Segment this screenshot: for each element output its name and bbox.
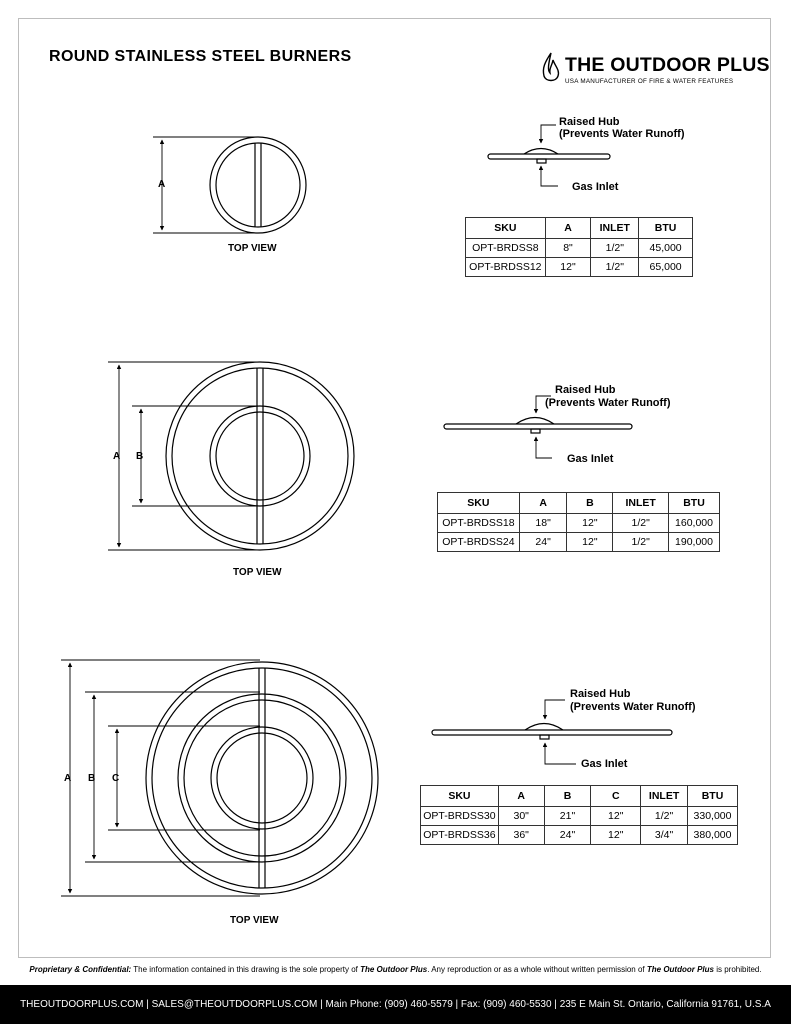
table-header-cell: SKU: [438, 493, 520, 514]
raised-hub-note: (Prevents Water Runoff): [570, 701, 696, 713]
table-cell: 12": [591, 826, 641, 845]
table-header-cell: C: [591, 786, 641, 807]
table-header-cell: A: [545, 218, 591, 239]
dim-label-b: B: [88, 773, 96, 784]
table-cell: OPT-BRDSS8: [466, 239, 546, 258]
table-header-row: [466, 218, 693, 239]
table-header-cell: INLET: [591, 218, 639, 239]
table-cell: OPT-BRDSS30: [421, 807, 499, 826]
table-cell: 45,000: [639, 239, 693, 258]
table-header-cell: BTU: [688, 786, 738, 807]
dim-label-b: B: [136, 451, 144, 462]
dim-label-a: A: [158, 179, 166, 190]
burner-18-24-side-view: [444, 418, 632, 434]
table-row: [438, 533, 720, 552]
table-cell: 36": [498, 826, 544, 845]
table-header-cell: BTU: [669, 493, 720, 514]
top-view-label: TOP VIEW: [228, 243, 277, 254]
raised-hub-label: Raised Hub: [559, 116, 620, 128]
table-row: [466, 239, 693, 258]
table-row: [421, 807, 738, 826]
table-cell: 12": [545, 258, 591, 277]
table-cell: OPT-BRDSS18: [438, 514, 520, 533]
spec-table-small: [465, 217, 693, 277]
burner-8-12-side-view: [488, 149, 610, 164]
spec-table-medium: [437, 492, 720, 552]
table-cell: 12": [567, 514, 613, 533]
confidential-text-1: The information contained in this drawing is the sole property of: [131, 965, 361, 974]
table-cell: 8": [545, 239, 591, 258]
table-header-cell: SKU: [466, 218, 546, 239]
table-header-cell: BTU: [639, 218, 693, 239]
table-cell: 65,000: [639, 258, 693, 277]
gas-inlet-label: Gas Inlet: [581, 758, 628, 770]
table-cell: 12": [591, 807, 641, 826]
confidential-text-3: is prohibited.: [713, 965, 762, 974]
table-cell: 30": [498, 807, 544, 826]
raised-hub-note: (Prevents Water Runoff): [545, 397, 671, 409]
table-cell: 1/2": [613, 533, 669, 552]
table-cell: 1/2": [641, 807, 688, 826]
dimension-a-1: [153, 137, 258, 233]
table-header-cell: INLET: [613, 493, 669, 514]
table-cell: 330,000: [688, 807, 738, 826]
confidential-company: The Outdoor Plus: [646, 965, 714, 974]
table-cell: 380,000: [688, 826, 738, 845]
gas-inlet-label: Gas Inlet: [572, 181, 619, 193]
top-view-label: TOP VIEW: [233, 567, 282, 578]
table-header-cell: INLET: [641, 786, 688, 807]
table-header-row: [421, 786, 738, 807]
confidential-label: Proprietary & Confidential:: [29, 965, 132, 974]
dim-label-a: A: [64, 773, 72, 784]
table-cell: 1/2": [591, 239, 639, 258]
burner-30-36-top-view: [146, 662, 378, 894]
table-cell: 160,000: [669, 514, 720, 533]
brand-name: THE OUTDOOR PLUS: [565, 54, 770, 76]
table-cell: 190,000: [669, 533, 720, 552]
page-title: ROUND STAINLESS STEEL BURNERS: [49, 48, 352, 65]
raised-hub-label: Raised Hub: [570, 688, 631, 700]
raised-hub-note: (Prevents Water Runoff): [559, 128, 685, 140]
raised-hub-label: Raised Hub: [555, 384, 616, 396]
table-header-cell: B: [567, 493, 613, 514]
gas-inlet-label: Gas Inlet: [567, 453, 614, 465]
table-row: [438, 514, 720, 533]
dim-label-c: C: [112, 773, 120, 784]
table-cell: 18": [519, 514, 567, 533]
table-row: [466, 258, 693, 277]
table-row: [421, 826, 738, 845]
confidential-text-2: . Any reproduction or as a whole without written permission of: [427, 965, 647, 974]
table-cell: 12": [567, 533, 613, 552]
table-cell: 3/4": [641, 826, 688, 845]
table-cell: OPT-BRDSS24: [438, 533, 520, 552]
table-cell: 1/2": [613, 514, 669, 533]
table-header-cell: B: [544, 786, 591, 807]
table-cell: OPT-BRDSS12: [466, 258, 546, 277]
table-header-row: [438, 493, 720, 514]
burner-18-24-top-view: [166, 362, 354, 550]
dimension-ab-2: [108, 362, 258, 550]
dim-label-a: A: [113, 451, 121, 462]
table-header-cell: A: [498, 786, 544, 807]
footer-bar: THEOUTDOORPLUS.COM | SALES@THEOUTDOORPLUS.COM | Main Phone: (909) 460-5579 | Fax: (909) 460-5530 | 235 E Main St. Ontario, California 91761, U.S.A: [0, 985, 791, 1024]
table-cell: 21": [544, 807, 591, 826]
table-header-cell: SKU: [421, 786, 499, 807]
confidential-notice: [0, 965, 791, 974]
burner-30-36-side-view: [432, 724, 672, 740]
spec-table-large: [420, 785, 738, 845]
brand-tagline: USA MANUFACTURER OF FIRE & WATER FEATURES: [565, 78, 734, 85]
table-cell: OPT-BRDSS36: [421, 826, 499, 845]
table-cell: 24": [519, 533, 567, 552]
table-cell: 1/2": [591, 258, 639, 277]
table-header-cell: A: [519, 493, 567, 514]
confidential-company: The Outdoor Plus: [360, 965, 428, 974]
top-view-label: TOP VIEW: [230, 915, 279, 926]
table-cell: 24": [544, 826, 591, 845]
burner-8-12-top-view: [210, 137, 306, 233]
